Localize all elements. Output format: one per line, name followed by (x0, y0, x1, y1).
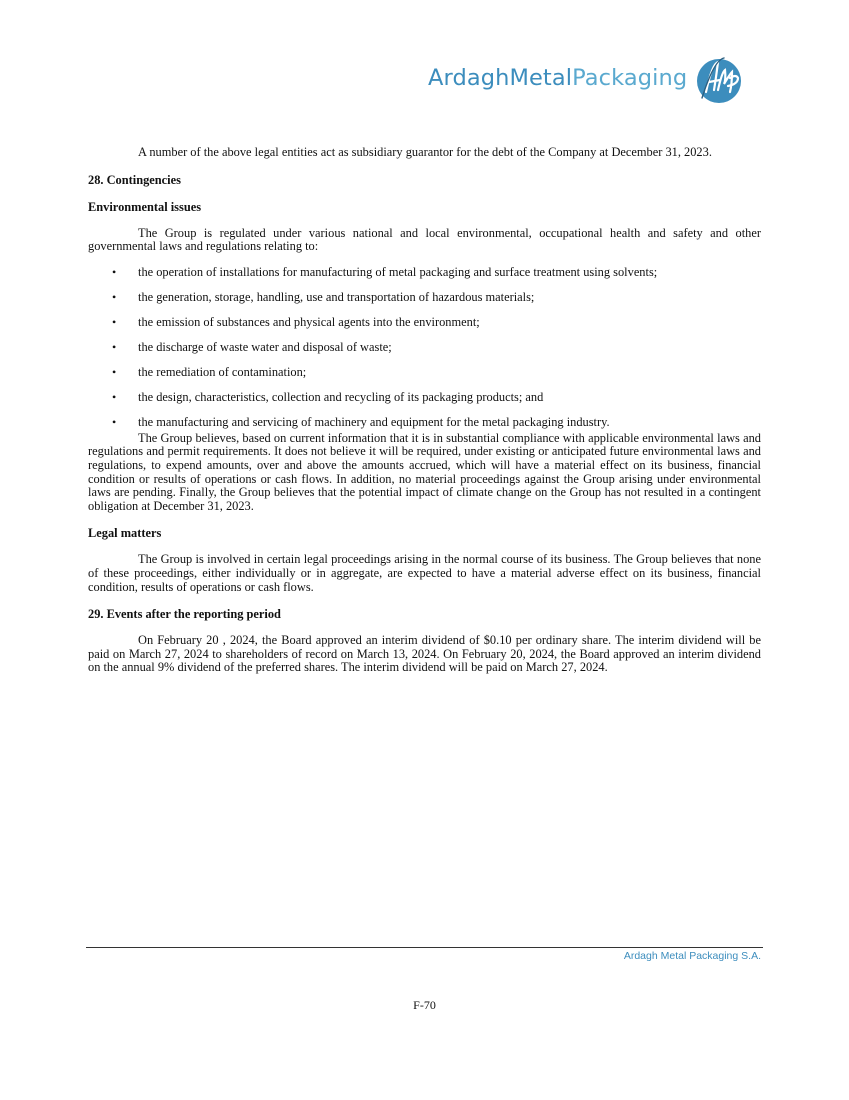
env-lead-paragraph: The Group is regulated under various national and local environmental, occupational health and safety and other governmental laws and regulations relating to: (88, 225, 761, 254)
company-logo (428, 54, 748, 110)
env-closing-paragraph: The Group believes, based on current information that it is in substantial compliance with applicable environmental laws and regulations and permit requirements. It does not believe it will be required, under existing or anticipated future environmental laws and regulations, to expend amounts, over and above the amounts accrued, which will have a material effect on its business, financial condition or results of operations or cash flows. In addition, no material proceedings against the Group arising under environmental laws are pending. Finally, the Group believes that the potential impact of climate change on the Group has not resulted in a contingent obligation at December 31, 2023. (88, 430, 761, 513)
footer-divider (86, 947, 763, 948)
amp-logo-icon (694, 54, 744, 106)
events-paragraph: On February 20 , 2024, the Board approved an interim dividend of $0.10 per ordinary share. The interim dividend will be paid on March 27, 2024 to shareholders of record on March 13, 2024. On February 20, 2024, the Board approved an interim dividend on the annual 9% dividend of the preferred shares. The interim dividend will be paid on March 27, 2024. (88, 633, 761, 675)
logo-wordmark: ArdaghMetalPackaging (428, 65, 688, 91)
list-item: • the design, characteristics, collection and recycling of its packaging products; and (112, 389, 544, 404)
list-item: • the operation of installations for manufacturing of metal packaging and surface treatment using solvents; (112, 264, 658, 279)
list-item: • the manufacturing and servicing of machinery and equipment for the metal packaging industry. (112, 414, 610, 429)
footer-company-name: Ardagh Metal Packaging S.A. (623, 950, 761, 962)
page-body (88, 146, 761, 675)
page-number: F-70 (413, 998, 436, 1012)
list-item: • the discharge of waste water and disposal of waste; (112, 339, 392, 354)
env-bullet-list (88, 265, 761, 429)
intro-paragraph: A number of the above legal entities act as subsidiary guarantor for the debt of the Company at December 31, 2023. (138, 145, 712, 159)
section-28-title: 28. Contingencies (88, 172, 181, 187)
legal-paragraph: The Group is involved in certain legal proceedings arising in the normal course of its business. The Group believes that none of these proceedings, either individually or in aggregate, are expected to have a material adverse effect on its business, financial condition, results of operations or cash flows. (88, 552, 761, 594)
env-issues-heading: Environmental issues (88, 199, 202, 214)
list-item: • the emission of substances and physical agents into the environment; (112, 314, 480, 329)
svg-text:AMP: AMP (694, 54, 697, 55)
list-item: • the generation, storage, handling, use and transportation of hazardous materials; (112, 289, 535, 304)
legal-matters-heading: Legal matters (88, 526, 162, 541)
section-29-title: 29. Events after the reporting period (88, 607, 281, 622)
list-item: • the remediation of contamination; (112, 364, 307, 379)
